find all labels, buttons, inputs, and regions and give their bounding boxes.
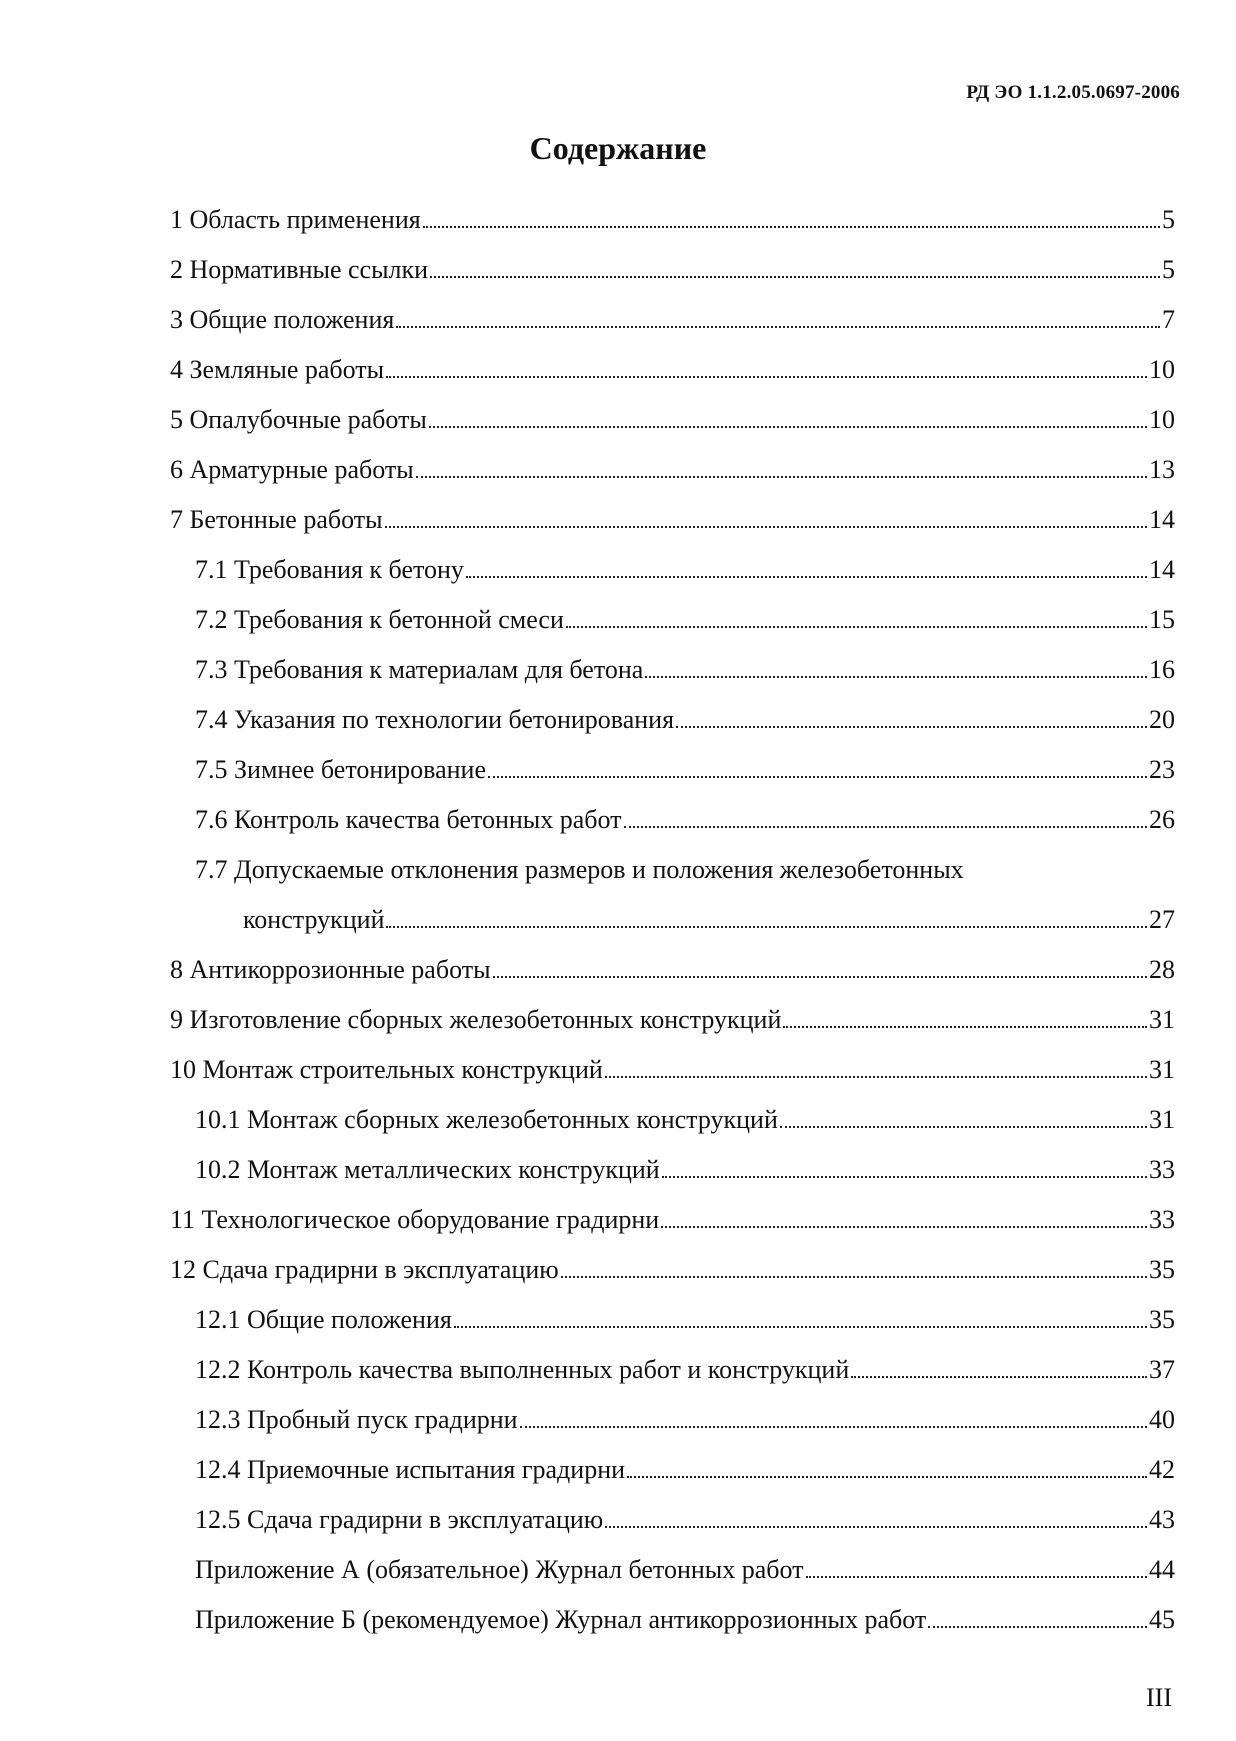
- toc-dot-leader: [662, 1176, 1147, 1178]
- toc-entry-line: [195, 1595, 1175, 1645]
- toc-entry-page: 20: [1149, 705, 1175, 734]
- toc-entry-page: 14: [1149, 555, 1175, 584]
- page-number: III: [1146, 1683, 1172, 1712]
- toc-entry-page: 45: [1149, 1605, 1175, 1634]
- toc-entry[interactable]: [0, 395, 1236, 445]
- toc-entry-title: 6 Арматурные работы: [170, 455, 414, 484]
- toc-entry[interactable]: [0, 1595, 1236, 1645]
- toc-entry-title: 7.5 Зимнее бетонирование: [195, 755, 487, 784]
- toc-entry[interactable]: [0, 1045, 1236, 1095]
- toc-entry[interactable]: [0, 1495, 1236, 1545]
- toc-entry-page: 7: [1162, 305, 1175, 334]
- toc-dot-leader: [493, 976, 1147, 978]
- toc-entry[interactable]: [0, 895, 1236, 945]
- toc-dot-leader: [566, 626, 1147, 628]
- toc-entry[interactable]: [0, 1345, 1236, 1395]
- toc-entry[interactable]: [0, 945, 1236, 995]
- toc-dot-leader: [396, 326, 1160, 328]
- toc-dot-leader: [385, 526, 1147, 528]
- toc-entry-line: [195, 545, 1175, 595]
- page-title: Содержание: [529, 130, 707, 166]
- toc-entry-title: 12.3 Пробный пуск градирни: [195, 1405, 518, 1434]
- toc-dot-leader: [627, 1476, 1147, 1478]
- toc-entry[interactable]: [0, 695, 1236, 745]
- toc-dot-leader: [780, 1126, 1147, 1128]
- toc-entry-title: 11 Технологическое оборудование градирни: [170, 1205, 660, 1234]
- toc-entry-line: [170, 245, 1175, 295]
- toc-entry-title: 10 Монтаж строительных конструкций: [170, 1055, 603, 1084]
- toc-entry-title: 3 Общие положения: [170, 305, 395, 334]
- toc-entry-page: 35: [1149, 1305, 1175, 1334]
- toc-entry-page: 28: [1149, 955, 1175, 984]
- toc-entry[interactable]: [0, 1145, 1236, 1195]
- toc-entry[interactable]: [0, 445, 1236, 495]
- toc-entry-line: [195, 1295, 1175, 1345]
- toc-dot-leader: [928, 1626, 1147, 1628]
- toc-entry-line: [195, 1345, 1175, 1395]
- toc-entry-line: [170, 945, 1175, 995]
- toc-entry-page: 23: [1149, 755, 1175, 784]
- toc-dot-leader: [851, 1376, 1147, 1378]
- toc-dot-leader: [423, 226, 1160, 228]
- toc-entry-title: Приложение А (обязательное) Журнал бетонных работ: [195, 1555, 804, 1584]
- toc-dot-leader: [676, 726, 1147, 728]
- toc-entry-line: [195, 1145, 1175, 1195]
- toc-entry-line: [195, 595, 1175, 645]
- toc-entry-line: [195, 1445, 1175, 1495]
- toc-entry-title: 5 Опалубочные работы: [170, 405, 427, 434]
- toc-entry-title: 12 Сдача градирни в эксплуатацию: [170, 1255, 559, 1284]
- toc-entry[interactable]: [0, 645, 1236, 695]
- toc-entry-line: [195, 695, 1175, 745]
- toc-dot-leader: [430, 276, 1160, 278]
- toc-entry-title: 12.2 Контроль качества выполненных работ и конструкций: [195, 1355, 850, 1384]
- toc-entry-line: [195, 1545, 1175, 1595]
- toc-entry-line: [195, 845, 1175, 895]
- toc-entry-line: [195, 1095, 1175, 1145]
- toc-dot-leader: [454, 1326, 1147, 1328]
- toc-entry-page: 14: [1149, 505, 1175, 534]
- toc-dot-leader: [645, 676, 1147, 678]
- toc-dot-leader: [520, 1426, 1147, 1428]
- toc-entry-line: [195, 645, 1175, 695]
- toc-dot-leader: [416, 476, 1147, 478]
- table-of-contents: [0, 195, 1236, 1645]
- toc-entry-line: [195, 1395, 1175, 1445]
- toc-entry[interactable]: [0, 995, 1236, 1045]
- toc-entry-page: 35: [1149, 1255, 1175, 1284]
- toc-entry-line: [170, 995, 1175, 1045]
- toc-entry-line: [170, 1245, 1175, 1295]
- toc-entry-title: 2 Нормативные ссылки: [170, 255, 429, 284]
- toc-dot-leader: [429, 426, 1147, 428]
- toc-entry-page: 31: [1149, 1105, 1175, 1134]
- toc-entry[interactable]: [0, 1245, 1236, 1295]
- toc-entry[interactable]: [0, 1095, 1236, 1145]
- toc-entry[interactable]: [0, 1195, 1236, 1245]
- toc-entry-title: 10.1 Монтаж сборных железобетонных конструкций: [195, 1105, 778, 1134]
- toc-entry-line: [170, 1045, 1175, 1095]
- toc-entry[interactable]: [0, 295, 1236, 345]
- toc-entry-line: [195, 1495, 1175, 1545]
- toc-entry-page: 43: [1149, 1505, 1175, 1534]
- toc-entry[interactable]: [0, 345, 1236, 395]
- toc-entry-page: 26: [1149, 805, 1175, 834]
- toc-entry-title: 7.1 Требования к бетону: [195, 555, 464, 584]
- toc-entry-page: 33: [1149, 1155, 1175, 1184]
- toc-entry-title: 10.2 Монтаж металлических конструкций: [195, 1155, 660, 1184]
- toc-dot-leader: [488, 776, 1147, 778]
- toc-entry-page: 27: [1149, 905, 1175, 934]
- toc-dot-leader: [386, 926, 1147, 928]
- toc-entry[interactable]: [0, 1445, 1236, 1495]
- toc-entry[interactable]: [0, 795, 1236, 845]
- toc-entry[interactable]: [0, 845, 1236, 895]
- toc-entry-line: [195, 745, 1175, 795]
- toc-entry[interactable]: [0, 595, 1236, 645]
- toc-dot-leader: [806, 1576, 1147, 1578]
- toc-dot-leader: [466, 576, 1147, 578]
- toc-entry-page: 16: [1149, 655, 1175, 684]
- toc-entry-page: 10: [1149, 405, 1175, 434]
- toc-dot-leader: [783, 1026, 1147, 1028]
- toc-entry-line: [195, 795, 1175, 845]
- toc-entry-page: 33: [1149, 1205, 1175, 1234]
- toc-entry-title: 12.4 Приемочные испытания градирни: [195, 1455, 626, 1484]
- toc-dot-leader: [624, 826, 1147, 828]
- toc-entry-title: 1 Область применения: [170, 205, 421, 234]
- toc-entry-page: 5: [1162, 205, 1175, 234]
- toc-entry-line: [170, 495, 1175, 545]
- toc-entry-title: Приложение Б (рекомендуемое) Журнал антикоррозионных работ: [195, 1605, 927, 1634]
- toc-entry-page: 31: [1149, 1005, 1175, 1034]
- toc-entry-page: 15: [1149, 605, 1175, 634]
- toc-entry-title: 12.5 Сдача градирни в эксплуатацию: [195, 1505, 604, 1534]
- toc-entry-page: 37: [1149, 1355, 1175, 1384]
- toc-entry-title: 7 Бетонные работы: [170, 505, 383, 534]
- toc-entry-page: 13: [1149, 455, 1175, 484]
- toc-entry-page: 40: [1149, 1405, 1175, 1434]
- toc-dot-leader: [605, 1076, 1147, 1078]
- toc-entry[interactable]: [0, 195, 1236, 245]
- toc-entry-line: [170, 1195, 1175, 1245]
- toc-entry-page: 5: [1162, 255, 1175, 284]
- toc-entry-title: 9 Изготовление сборных железобетонных конструкций: [170, 1005, 782, 1034]
- toc-dot-leader: [561, 1276, 1147, 1278]
- toc-entry-page: 42: [1149, 1455, 1175, 1484]
- document-code: РД ЭО 1.1.2.05.0697-2006: [966, 82, 1180, 103]
- toc-entry[interactable]: [0, 745, 1236, 795]
- toc-entry-page: 44: [1149, 1555, 1175, 1584]
- toc-dot-leader: [386, 376, 1147, 378]
- toc-dot-leader: [605, 1526, 1147, 1528]
- toc-dot-leader: [661, 1226, 1147, 1228]
- toc-entry-line: [170, 195, 1175, 245]
- toc-entry-line: [170, 345, 1175, 395]
- toc-entry-line: [170, 395, 1175, 445]
- toc-entry-title: 7.2 Требования к бетонной смеси: [195, 605, 564, 634]
- toc-entry-title: 7.7 Допускаемые отклонения размеров и положения железобетонных: [195, 855, 964, 884]
- toc-entry-line: [170, 445, 1175, 495]
- toc-entry-line: [243, 895, 1175, 945]
- toc-entry-title: 7.6 Контроль качества бетонных работ: [195, 805, 622, 834]
- toc-entry-title: 4 Земляные работы: [170, 355, 385, 384]
- toc-entry-title: конструкций: [243, 905, 385, 934]
- toc-entry[interactable]: [0, 245, 1236, 295]
- toc-entry-title: 7.4 Указания по технологии бетонирования: [195, 705, 675, 734]
- toc-entry[interactable]: [0, 545, 1236, 595]
- toc-entry-title: 7.3 Требования к материалам для бетона: [195, 655, 644, 684]
- toc-entry[interactable]: [0, 1295, 1236, 1345]
- toc-entry-title: 12.1 Общие положения: [195, 1305, 452, 1334]
- toc-entry-line: [170, 295, 1175, 345]
- toc-entry-page: 31: [1149, 1055, 1175, 1084]
- toc-entry-page: 10: [1149, 355, 1175, 384]
- toc-entry[interactable]: [0, 1545, 1236, 1595]
- toc-entry-title: 8 Антикоррозионные работы: [170, 955, 491, 984]
- toc-entry[interactable]: [0, 1395, 1236, 1445]
- toc-entry[interactable]: [0, 495, 1236, 545]
